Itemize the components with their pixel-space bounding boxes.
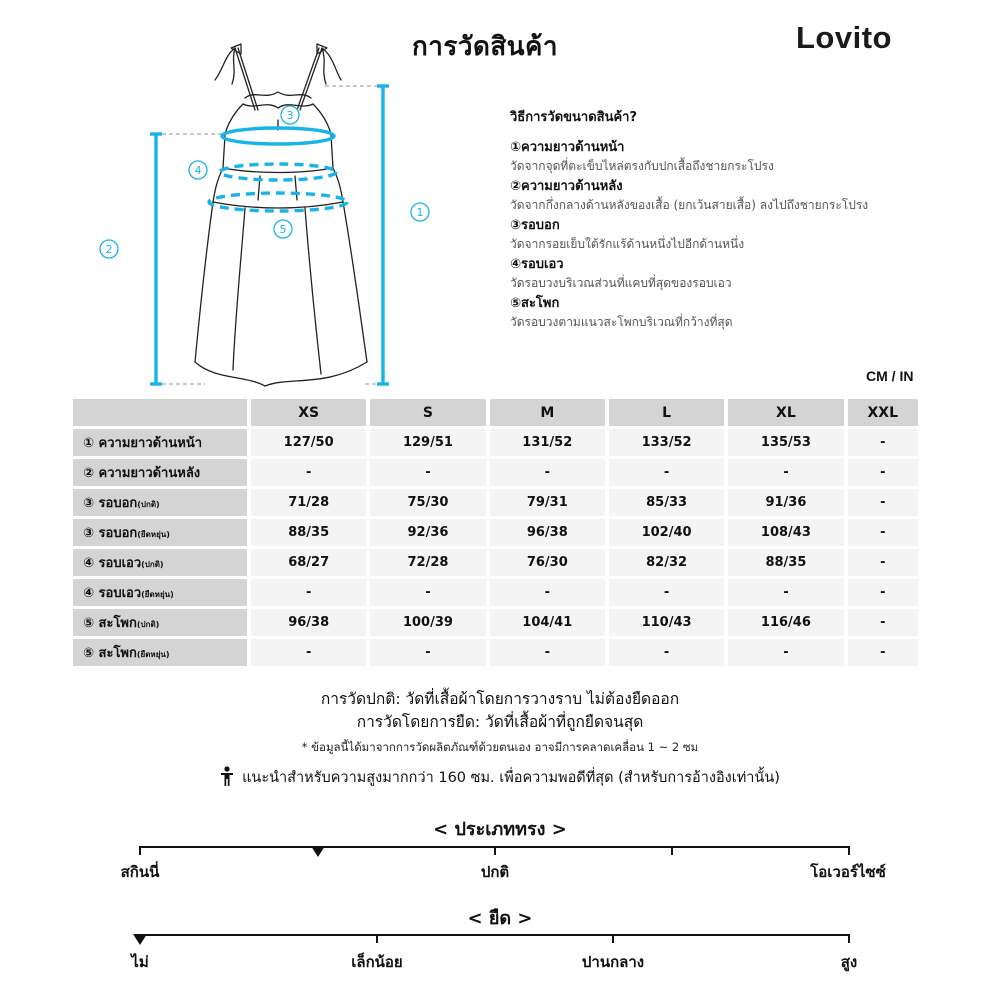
dress-diagram: [95, 40, 440, 390]
fit-label-skinny: สกินนี่: [120, 863, 160, 881]
stretch-label-high: สูง: [840, 953, 858, 971]
table-cell: -: [609, 459, 724, 486]
table-cell: 88/35: [251, 519, 366, 546]
fit-scale-tick: [139, 846, 141, 855]
table-cell: 72/28: [370, 549, 485, 576]
guide-item-description: วัดจากรอยเย็บใต้รักแร้ด้านหนึ่งไปอีกด้านหนึ่ง: [510, 237, 745, 251]
fit-label-oversized: โอเวอร์ไซซ์: [810, 863, 886, 881]
row-label: [73, 519, 247, 546]
fit-label-regular: ปกติ: [480, 863, 510, 881]
unit-label: CM / IN: [866, 368, 914, 384]
table-cell: 82/32: [609, 549, 724, 576]
table-cell: 129/51: [370, 429, 485, 456]
fit-scale-title: < ประเภททรง >: [433, 819, 567, 840]
size-header: S: [370, 399, 485, 426]
table-cell: -: [848, 459, 918, 486]
table-row: [73, 519, 918, 546]
table-cell: 110/43: [609, 609, 724, 636]
table-row: [73, 489, 918, 516]
svg-text:4: 4: [194, 164, 202, 177]
row-label-sub: (ยืดหยุ่น): [141, 590, 174, 599]
row-label: [73, 429, 247, 456]
note-height-text: แนะนำสำหรับความสูงมากกว่า 160 ซม. เพื่อความพอดีที่สุด (สำหรับการอ้างอิงเท่านั้น): [242, 770, 780, 786]
size-header: M: [490, 399, 605, 426]
row-label-text: ③ รอบอก: [83, 526, 138, 541]
fit-scale-marker-icon: [311, 846, 325, 857]
table-cell: -: [251, 579, 366, 606]
row-label-text: ⑤ สะโพก: [83, 646, 137, 661]
table-cell: 71/28: [251, 489, 366, 516]
guide-item-description: วัดรอบวงตามแนวสะโพกบริเวณที่กว้างที่สุด: [510, 315, 733, 329]
guide-item-description: วัดจากจุดที่ตะเข็บไหล่ตรงกับปกเสื้อถึงชายกระโปรง: [510, 159, 774, 173]
size-header: XXL: [848, 399, 918, 426]
size-table: [69, 396, 922, 669]
guide-item-heading: ④รอบเอว: [510, 257, 564, 272]
table-cell: 131/52: [490, 429, 605, 456]
guide-item-heading: ②ความยาวด้านหลัง: [510, 179, 623, 194]
row-label-sub: (ปกติ): [137, 500, 160, 509]
table-cell: -: [848, 549, 918, 576]
table-cell: -: [848, 609, 918, 636]
stretch-scale-marker-icon: [133, 934, 147, 945]
table-cell: -: [848, 489, 918, 516]
row-label: [73, 609, 247, 636]
stretch-scale-tick: [612, 934, 614, 943]
table-cell: -: [370, 639, 485, 666]
fit-scale-tick: [848, 846, 850, 855]
person-icon: [220, 766, 234, 786]
row-label-text: ① ความยาวด้านหน้า: [83, 436, 202, 451]
size-header: XL: [728, 399, 843, 426]
table-cell: 104/41: [490, 609, 605, 636]
table-row: [73, 639, 918, 666]
table-cell: -: [728, 639, 843, 666]
table-row: [73, 609, 918, 636]
table-cell: -: [609, 639, 724, 666]
measurement-guide: [510, 106, 950, 334]
table-cell: 85/33: [609, 489, 724, 516]
size-header: XS: [251, 399, 366, 426]
table-cell: 100/39: [370, 609, 485, 636]
brand-logo: Lovito: [796, 20, 892, 55]
table-cell: 133/52: [609, 429, 724, 456]
row-label: [73, 639, 247, 666]
row-label-text: ② ความยาวด้านหลัง: [83, 466, 201, 481]
table-cell: -: [490, 639, 605, 666]
row-label: [73, 579, 247, 606]
size-header: L: [609, 399, 724, 426]
table-cell: 92/36: [370, 519, 485, 546]
guide-item: [510, 139, 950, 175]
table-cell: -: [848, 429, 918, 456]
table-cell: -: [490, 579, 605, 606]
table-cell: -: [370, 459, 485, 486]
table-cell: 116/46: [728, 609, 843, 636]
table-cell: 96/38: [490, 519, 605, 546]
guide-item-heading: ③รอบอก: [510, 218, 560, 233]
guide-item: [510, 217, 950, 253]
table-cell: 127/50: [251, 429, 366, 456]
row-label: [73, 549, 247, 576]
table-cell: -: [490, 459, 605, 486]
guide-item: [510, 295, 950, 331]
stretch-scale-tick: [848, 934, 850, 943]
table-cell: 102/40: [609, 519, 724, 546]
stretch-label-medium: ปานกลาง: [581, 953, 645, 971]
fit-scale-tick: [494, 846, 496, 855]
row-label: [73, 489, 247, 516]
table-cell: -: [251, 639, 366, 666]
table-cell: -: [848, 639, 918, 666]
table-header-row: [73, 399, 918, 426]
svg-text:3: 3: [286, 109, 294, 122]
row-label-text: ⑤ สะโพก: [83, 616, 137, 631]
table-cell: 135/53: [728, 429, 843, 456]
notes: [0, 688, 1000, 789]
svg-text:2: 2: [105, 243, 113, 256]
row-label: [73, 459, 247, 486]
stretch-label-none: ไม่: [131, 953, 149, 971]
table-cell: 108/43: [728, 519, 843, 546]
note-normal-measure: การวัดปกติ: วัดที่เสื้อผ้าโดยการวางราบ ไม่ต้องยืดออก: [320, 690, 680, 708]
table-row: [73, 459, 918, 486]
table-cell: 75/30: [370, 489, 485, 516]
table-cell: 79/31: [490, 489, 605, 516]
guide-item-description: วัดจากกึ่งกลางด้านหลังของเสื้อ (ยกเว้นสายเสื้อ) ลงไปถึงชายกระโปรง: [510, 198, 869, 212]
row-label-sub: (ยืดหยุ่น): [137, 530, 170, 539]
row-label-sub: (ยืดหยุ่น): [136, 650, 170, 659]
page-title: การวัดสินค้า: [412, 32, 558, 62]
table-cell: -: [370, 579, 485, 606]
guide-item-heading: ①ความยาวด้านหน้า: [510, 140, 625, 155]
svg-text:1: 1: [416, 206, 424, 219]
table-cell: 91/36: [728, 489, 843, 516]
stretch-scale-line: [140, 934, 850, 936]
guide-item-heading: ⑤สะโพก: [510, 296, 560, 311]
stretch-scale-title: < ยืด >: [467, 908, 533, 929]
guide-item-description: วัดรอบวงบริเวณส่วนที่แคบที่สุดของรอบเอว: [510, 276, 732, 290]
table-cell: 96/38: [251, 609, 366, 636]
table-cell: 88/35: [728, 549, 843, 576]
table-cell: -: [728, 579, 843, 606]
row-label-text: ④ รอบเอว: [83, 586, 142, 601]
table-row: [73, 429, 918, 456]
table-corner-cell: [73, 399, 247, 426]
row-label-text: ④ รอบเอว: [83, 556, 142, 571]
table-cell: 76/30: [490, 549, 605, 576]
table-cell: 68/27: [251, 549, 366, 576]
fit-scale-tick: [671, 846, 673, 855]
table-cell: -: [251, 459, 366, 486]
table-cell: -: [728, 459, 843, 486]
guide-item: [510, 178, 950, 214]
row-label-text: ③ รอบอก: [83, 496, 138, 511]
guide-item: [510, 256, 950, 292]
table-row: [73, 579, 918, 606]
svg-text:5: 5: [279, 223, 287, 236]
table-cell: -: [848, 519, 918, 546]
note-height: [0, 766, 1000, 789]
table-cell: -: [609, 579, 724, 606]
table-cell: -: [848, 579, 918, 606]
row-label-sub: (ปกติ): [141, 560, 164, 569]
stretch-label-slight: เล็กน้อย: [351, 953, 403, 971]
note-disclaimer: * ข้อมูลนี้ได้มาจากการวัดผลิตภัณฑ์ด้วยตนเอง อาจมีการคลาดเคลื่อน 1 ~ 2 ซม: [301, 740, 699, 754]
note-stretch-measure: การวัดโดยการยืด: วัดที่เสื้อผ้าที่ถูกยืดจนสุด: [356, 713, 644, 731]
row-label-sub: (ปกติ): [136, 620, 160, 629]
stretch-scale-tick: [376, 934, 378, 943]
guide-question: วิธีการวัดขนาดสินค้า?: [510, 110, 638, 125]
table-row: [73, 549, 918, 576]
